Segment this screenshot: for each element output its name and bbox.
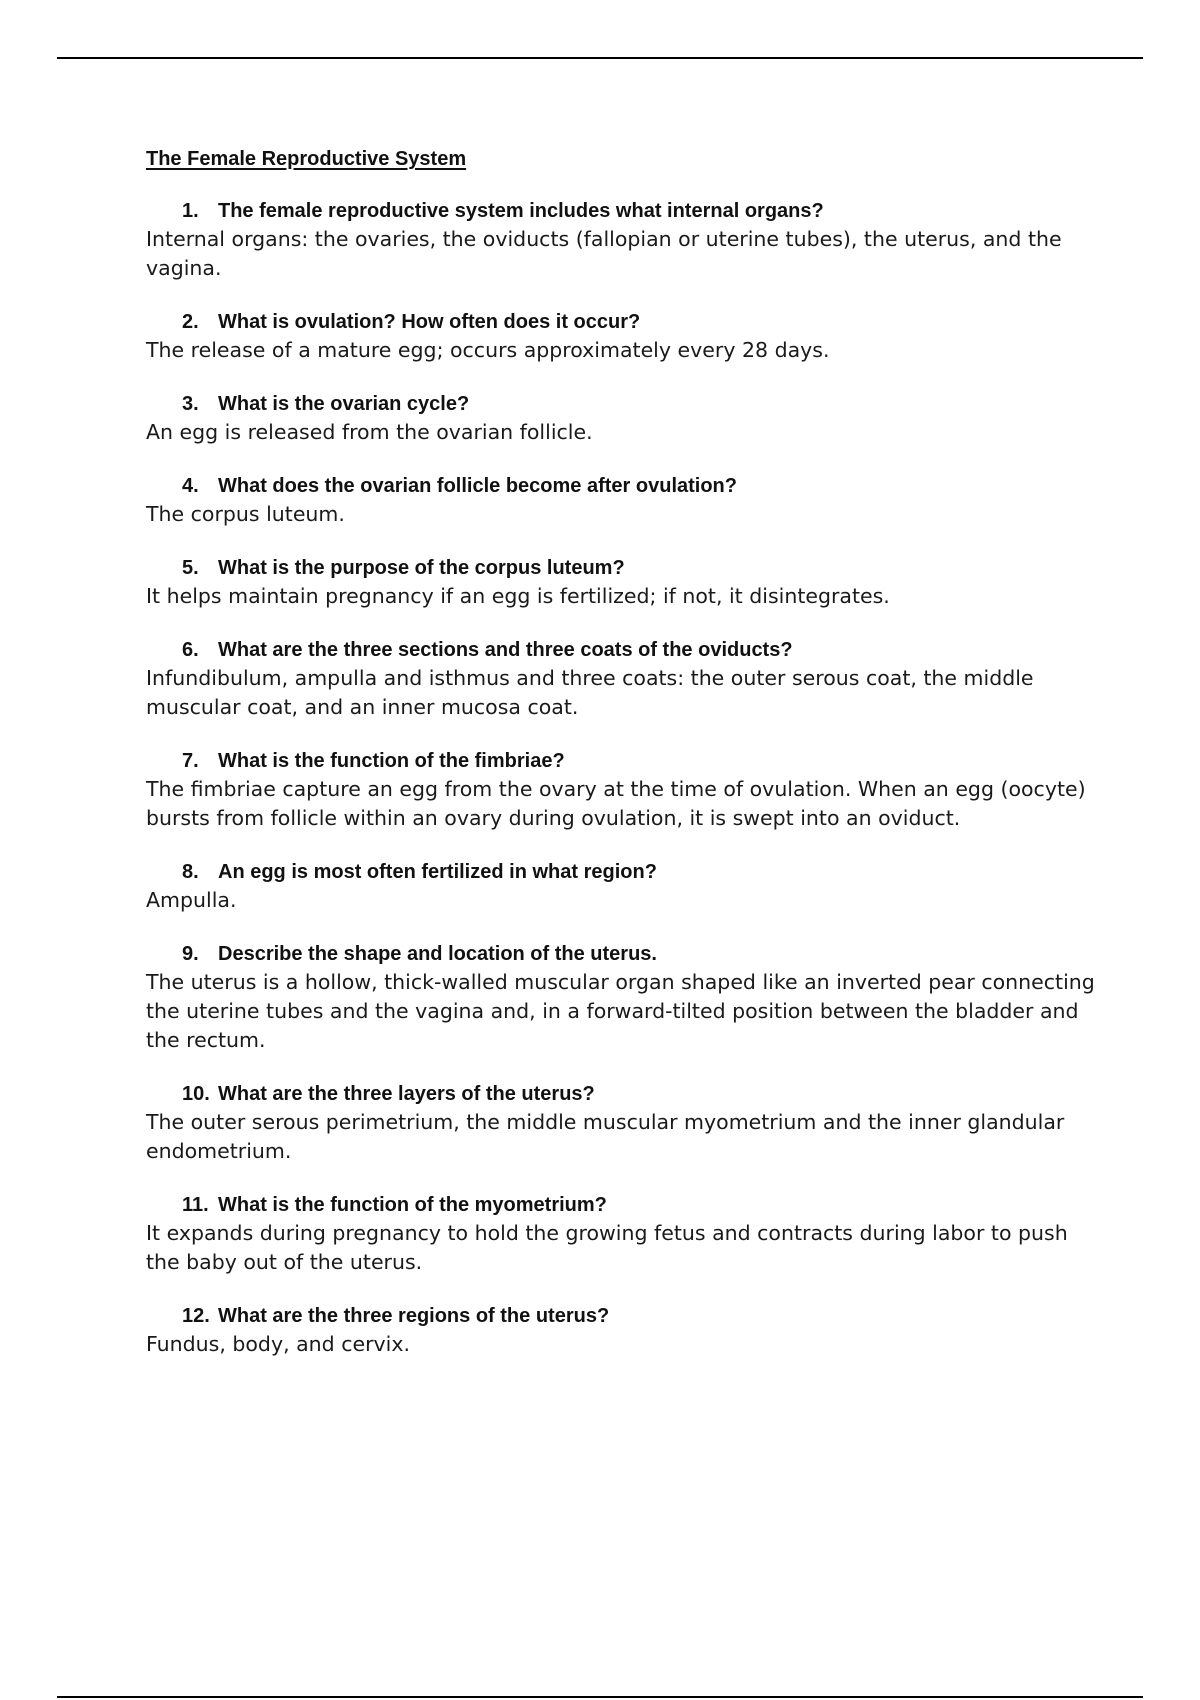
question-number: 9. [182,943,199,965]
question [146,390,1106,418]
answer: Internal organs: the ovaries, the oviducts (fallopian or uterine tubes), the uterus, and the vagina. [146,227,1062,280]
top-rule [57,57,1143,59]
question-text: The female reproductive system includes what internal organs? [218,200,824,222]
qa-item [146,1191,1106,1277]
question-number: 12. [182,1305,210,1327]
document-title: The Female Reproductive System [146,148,467,170]
qa-item [146,858,1106,915]
answer: The outer serous perimetrium, the middle muscular myometrium and the inner glandular endometrium. [146,1110,1065,1163]
question [146,747,1106,775]
question-number: 6. [182,639,199,661]
document-body [146,144,1106,1384]
question [146,308,1106,336]
question [146,1302,1106,1330]
question-text: What is the purpose of the corpus luteum? [218,557,625,579]
question [146,1080,1106,1108]
question-text: What are the three regions of the uterus? [218,1305,610,1327]
qa-item [146,636,1106,722]
question-text: What does the ovarian follicle become after ovulation? [218,475,737,497]
question [146,197,1106,225]
answer: Ampulla. [146,888,237,912]
question-number: 1. [182,200,199,222]
qa-item [146,308,1106,365]
qa-item [146,940,1106,1055]
question-number: 5. [182,557,199,579]
question-number: 2. [182,311,199,333]
question-text: What is ovulation? How often does it occur? [218,311,641,333]
qa-item [146,390,1106,447]
answer: The release of a mature egg; occurs approximately every 28 days. [146,338,830,362]
question [146,940,1106,968]
question [146,858,1106,886]
question-text: What is the function of the fimbriae? [218,750,565,772]
answer: It helps maintain pregnancy if an egg is fertilized; if not, it disintegrates. [146,584,890,608]
question-number: 10. [182,1083,210,1105]
question-number: 8. [182,861,199,883]
answer: The uterus is a hollow, thick-walled muscular organ shaped like an inverted pear connecting the uterine tubes and the vagina and, in a forward-tilted position between the bladder and the rectum. [146,970,1095,1052]
answer: The corpus luteum. [146,502,345,526]
qa-item [146,1080,1106,1166]
question-text: Describe the shape and location of the uterus. [218,943,657,965]
bottom-rule [57,1696,1143,1698]
question [146,554,1106,582]
answer: Fundus, body, and cervix. [146,1332,410,1356]
qa-item [146,554,1106,611]
qa-item [146,472,1106,529]
question [146,472,1106,500]
answer: The fimbriae capture an egg from the ovary at the time of ovulation. When an egg (oocyte) bursts from follicle within an ovary during ovulation, it is swept into an oviduct. [146,777,1086,830]
question-text: What are the three layers of the uterus? [218,1083,595,1105]
question-text: What is the ovarian cycle? [218,393,470,415]
question [146,1191,1106,1219]
question-number: 4. [182,475,199,497]
question-text: What is the function of the myometrium? [218,1194,607,1216]
question-number: 11. [182,1194,209,1216]
question-text: An egg is most often fertilized in what region? [218,861,657,883]
question-number: 3. [182,393,199,415]
question-number: 7. [182,750,199,772]
qa-item [146,197,1106,283]
answer: It expands during pregnancy to hold the growing fetus and contracts during labor to push the baby out of the uterus. [146,1221,1068,1274]
answer: An egg is released from the ovarian follicle. [146,420,593,444]
question [146,636,1106,664]
question-text: What are the three sections and three coats of the oviducts? [218,639,793,661]
answer: Infundibulum, ampulla and isthmus and three coats: the outer serous coat, the middle muscular coat, and an inner mucosa coat. [146,666,1034,719]
qa-item [146,747,1106,833]
qa-item [146,1302,1106,1359]
